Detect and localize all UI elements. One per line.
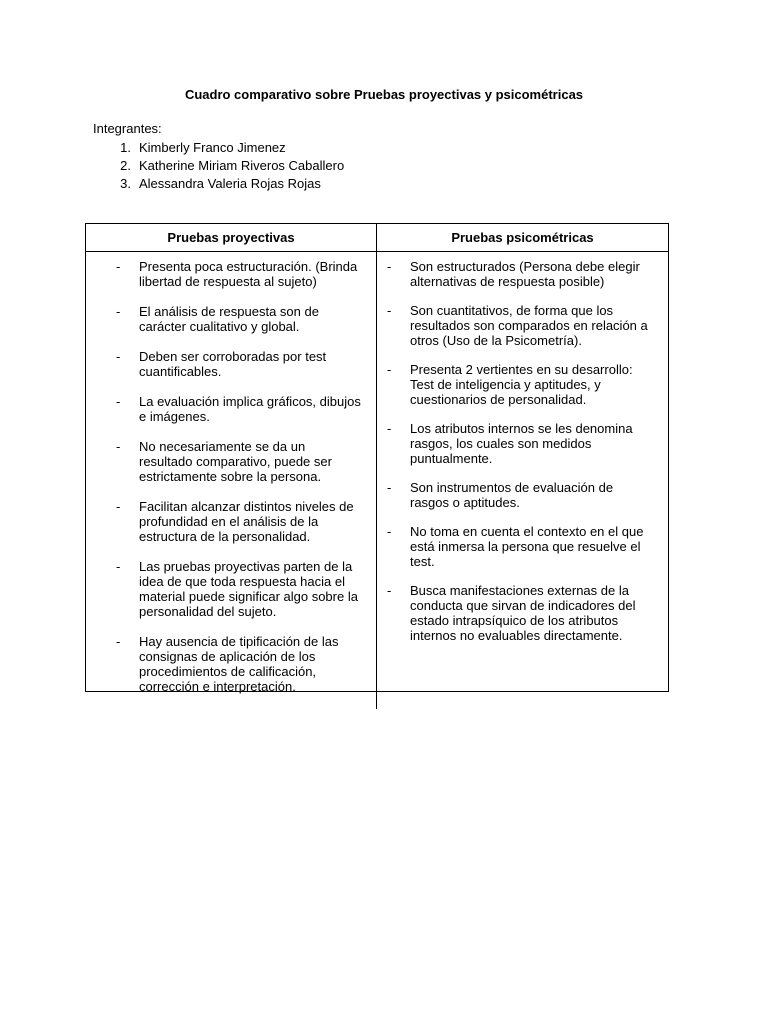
document-title: Cuadro comparativo sobre Pruebas proyectivas y psicométricas bbox=[184, 87, 584, 102]
comparison-item-line: Deben ser corroboradas por test bbox=[139, 349, 327, 364]
comparison-item bbox=[86, 394, 376, 424]
comparison-item-text bbox=[410, 362, 668, 407]
comparison-item-text bbox=[139, 499, 376, 544]
comparison-item bbox=[86, 499, 376, 544]
bullet-dash: - bbox=[116, 559, 121, 574]
column-body-psicometricas bbox=[377, 252, 668, 709]
bullet-dash: - bbox=[116, 634, 121, 649]
bullet-dash: - bbox=[387, 303, 392, 318]
comparison-item-line: personalidad del sujeto. bbox=[139, 604, 277, 619]
comparison-item-line: Son cuantitativos, de forma que los bbox=[410, 303, 614, 318]
comparison-item-line: Son instrumentos de evaluación de bbox=[410, 480, 614, 495]
comparison-item bbox=[86, 349, 376, 379]
comparison-item bbox=[377, 303, 668, 348]
comparison-item-line: profundidad en el análisis de la bbox=[139, 514, 319, 529]
comparison-table bbox=[85, 223, 669, 692]
bullet-dash: - bbox=[116, 304, 121, 319]
comparison-item-line: cuestionarios de personalidad. bbox=[410, 392, 587, 407]
comparison-item bbox=[86, 259, 376, 289]
integrantes-section bbox=[93, 121, 344, 192]
comparison-item-text bbox=[139, 394, 376, 424]
comparison-item-line: Facilitan alcanzar distintos niveles de bbox=[139, 499, 354, 514]
comparison-item-line: estrictamente sobre la persona. bbox=[139, 469, 322, 484]
bullet-dash: - bbox=[116, 259, 121, 274]
bullet-dash: - bbox=[387, 524, 392, 539]
comparison-item-text bbox=[139, 349, 376, 379]
bullet-dash: - bbox=[387, 362, 392, 377]
comparison-item-line: cuantificables. bbox=[139, 364, 222, 379]
comparison-item-text bbox=[139, 259, 376, 289]
comparison-item bbox=[86, 304, 376, 334]
bullet-dash: - bbox=[387, 421, 392, 436]
comparison-item-line: consignas de aplicación de los bbox=[139, 649, 316, 664]
member-number: 3. bbox=[120, 175, 131, 191]
comparison-item-text bbox=[139, 304, 376, 334]
comparison-item-line: Presenta poca estructuración. (Brinda bbox=[139, 259, 358, 274]
bullet-dash: - bbox=[116, 349, 121, 364]
comparison-item bbox=[377, 362, 668, 407]
bullet-dash: - bbox=[387, 480, 392, 495]
comparison-item-line: libertad de respuesta al sujeto) bbox=[139, 274, 317, 289]
member-item bbox=[93, 138, 344, 156]
comparison-item-line: Presenta 2 vertientes en su desarrollo: bbox=[410, 362, 633, 377]
members-list bbox=[93, 138, 344, 192]
comparison-item-line: rasgos o aptitudes. bbox=[410, 495, 520, 510]
comparison-item-text bbox=[410, 524, 668, 569]
bullet-dash: - bbox=[387, 583, 392, 598]
member-number: 1. bbox=[120, 139, 131, 155]
comparison-item-line: Test de inteligencia y aptitudes, y bbox=[410, 377, 601, 392]
comparison-item-line: carácter cualitativo y global. bbox=[139, 319, 300, 334]
comparison-item-line: está inmersa la persona que resuelve el bbox=[410, 539, 641, 554]
comparison-item-line: No toma en cuenta el contexto en el que bbox=[410, 524, 644, 539]
comparison-item-line: La evaluación implica gráficos, dibujos bbox=[139, 394, 361, 409]
member-name: Katherine Miriam Riveros Caballero bbox=[139, 157, 345, 173]
comparison-item-line: material puede significar algo sobre la bbox=[139, 589, 358, 604]
comparison-item-line: idea de que toda respuesta hacia el bbox=[139, 574, 345, 589]
comparison-item bbox=[377, 480, 668, 510]
comparison-item-line: Los atributos internos se les denomina bbox=[410, 421, 633, 436]
bullet-dash: - bbox=[116, 439, 121, 454]
comparison-item-text bbox=[410, 303, 668, 348]
member-name: Alessandra Valeria Rojas Rojas bbox=[139, 175, 321, 191]
comparison-item-line: estado intrapsíquico de los atributos bbox=[410, 613, 619, 628]
comparison-item bbox=[86, 559, 376, 619]
comparison-item-line: resultados son comparados en relación a bbox=[410, 318, 648, 333]
comparison-item-line: procedimientos de calificación, bbox=[139, 664, 317, 679]
comparison-item-line: No necesariamente se da un bbox=[139, 439, 306, 454]
comparison-item-line: Las pruebas proyectivas parten de la bbox=[139, 559, 353, 574]
comparison-item bbox=[86, 439, 376, 484]
bullet-dash: - bbox=[116, 499, 121, 514]
comparison-item-line: corrección e interpretación. bbox=[139, 679, 296, 694]
column-header-proyectivas: Pruebas proyectivas bbox=[86, 224, 377, 252]
bullet-dash: - bbox=[387, 259, 392, 274]
comparison-item bbox=[377, 259, 668, 289]
member-name: Kimberly Franco Jimenez bbox=[139, 139, 286, 155]
comparison-item-line: alternativas de respuesta posible) bbox=[410, 274, 605, 289]
comparison-item-line: estructura de la personalidad. bbox=[139, 529, 311, 544]
comparison-item bbox=[377, 583, 668, 643]
comparison-item-line: test. bbox=[410, 554, 435, 569]
member-number: 2. bbox=[120, 157, 131, 173]
comparison-item-text bbox=[139, 559, 376, 619]
comparison-item bbox=[86, 634, 376, 694]
comparison-item-line: resultado comparativo, puede ser bbox=[139, 454, 332, 469]
member-item bbox=[93, 174, 344, 192]
comparison-item-text bbox=[410, 259, 668, 289]
member-item bbox=[93, 156, 344, 174]
bullet-dash: - bbox=[116, 394, 121, 409]
comparison-item-text bbox=[139, 439, 376, 484]
comparison-item-line: e imágenes. bbox=[139, 409, 210, 424]
comparison-item-line: puntualmente. bbox=[410, 451, 493, 466]
comparison-item bbox=[377, 421, 668, 466]
comparison-item-line: Son estructurados (Persona debe elegir bbox=[410, 259, 640, 274]
psicometricas-list bbox=[377, 259, 668, 643]
comparison-item-line: El análisis de respuesta son de bbox=[139, 304, 319, 319]
comparison-item-line: internos no evaluables directamente. bbox=[410, 628, 623, 643]
integrantes-label: Integrantes: bbox=[93, 121, 162, 136]
comparison-item-text bbox=[410, 480, 668, 510]
comparison-item-line: conducta que sirvan de indicadores del bbox=[410, 598, 636, 613]
comparison-item-text bbox=[410, 583, 668, 643]
column-header-psicometricas: Pruebas psicométricas bbox=[377, 224, 668, 252]
comparison-item-line: Hay ausencia de tipificación de las bbox=[139, 634, 339, 649]
column-body-proyectivas bbox=[86, 252, 377, 709]
comparison-item-text bbox=[139, 634, 376, 694]
comparison-item-line: rasgos, los cuales son medidos bbox=[410, 436, 592, 451]
comparison-item-text bbox=[410, 421, 668, 466]
comparison-item-line: Busca manifestaciones externas de la bbox=[410, 583, 629, 598]
proyectivas-list bbox=[86, 259, 376, 694]
comparison-item-line: otros (Uso de la Psicometría). bbox=[410, 333, 582, 348]
comparison-item bbox=[377, 524, 668, 569]
